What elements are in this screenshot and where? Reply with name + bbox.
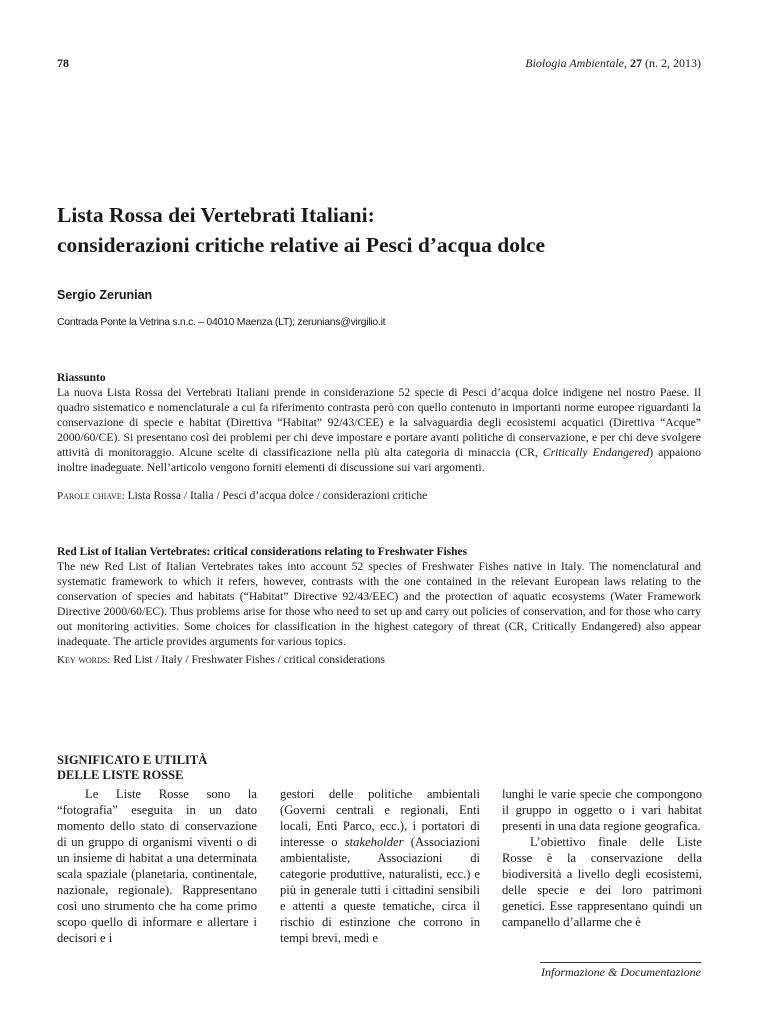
journal-issue: (n. 2, 2013) (642, 56, 701, 70)
body-column-1: Le Liste Rosse sono la “fotografia” eseguita in un dato momento dello stato di conservazione di un gruppo di organismi viventi o di un insieme di habitat a una determinata scala spaziale (planetaria, continentale, nazionale, regionale). Rappresentano così uno strumento che ha come primo scopo quello di informare e allertare i decisori e i (57, 787, 257, 945)
title-line-1: Lista Rossa dei Vertebrati Italiani: (57, 203, 375, 227)
column-3-paragraph-2: L’obiettivo finale delle Liste Rosse è la conservazione della biodiversità a livello degli ecosistemi, delle specie e dei loro patrimoni genetici. Esse rappresentano quindi un campanello d’allarme che è (502, 835, 702, 929)
parole-chiave-label: Parole chiave: (57, 490, 125, 502)
body-column-2 (280, 786, 480, 946)
abstract-en-heading: Red List of Italian Vertebrates: critical considerations relating to Freshwater Fishes (57, 546, 468, 558)
column-2-text-1: gestori delle politiche ambientali (Governi centrali e regionali, Enti locali, Enti Parco, ecc.), i portatori di interesse o (280, 787, 480, 849)
body-column-3 (502, 786, 702, 930)
key-words-values: Red List / Italy / Freshwater Fishes / critical considerations (110, 654, 385, 666)
abstract-en-body: The new Red List of Italian Vertebrates takes into account 52 species of Freshwater Fishes native in Italy. The nomenclatural and systematic framework to which it refers, however, contrasts with the one contained in the relevant European laws relating to the conservation of species and habitats (“Habitat” Directive 92/43/EEC) and the protection of aquatic ecosystems (Water Framework Directive 2000/60/EC). Thus problems arise for those who need to set up and carry out policies of conservation, and for those who carry out monitoring activities. Some choices for classification in the highest category of threat (CR, Critically Endangered) also appear inadequate. The article provides arguments for various topics. (57, 560, 701, 648)
riassunto-keywords (57, 490, 717, 502)
section-heading (57, 753, 267, 783)
riassunto-body (57, 386, 701, 475)
column-3-paragraph-1: lunghi le varie specie che compongono il gruppo in oggetto o i vari habitat presenti in una data regione geografica. (502, 787, 702, 833)
riassunto-heading: Riassunto (57, 372, 106, 384)
author-affiliation: Contrada Ponte la Vetrina s.n.c. – 04010 Maenza (LT); zerunians@virgilio.it (57, 316, 386, 328)
journal-reference (525, 56, 701, 71)
journal-separator: , (624, 56, 630, 70)
riassunto-italic: Critically Endangered (542, 445, 650, 459)
title-line-2: considerazioni critiche relative ai Pesci d’acqua dolce (57, 233, 546, 257)
journal-name: Biologia Ambientale (525, 56, 624, 70)
key-words-label: Key words: (57, 654, 111, 666)
footer-section-label: Informazione & Documentazione (540, 962, 701, 980)
author-name: Sergio Zerunian (57, 288, 153, 302)
article-title (57, 200, 717, 260)
riassunto-text-1: La nuova Lista Rossa dei Vertebrati Italiani prende in considerazione 52 specie di Pesci d’acqua dolce indigene nel nostro Paese. Il quadro sistematico e nomenclaturale a cui fa riferimento contrasta però con quello contenuto in importanti norme europee riguardanti la conservazione di specie e habitat (Direttiva “Habitat” 92/43/CEE) e la salvaguardia degli ecosistemi acquatici (Direttiva “Acque” 2000/60/CE). Si presentano così dei problemi per chi deve impostare e portare avanti politiche di conservazione, e per chi deve svolgere attività di monitoraggio. Alcune scelte di classificazione nella più alta categoria di minaccia (CR, (57, 386, 701, 459)
column-2-italic: stakeholder (344, 835, 404, 849)
section-heading-line-1: SIGNIFICATO E UTILITÀ (57, 753, 208, 767)
riassunto-text-2: ) appaiono inoltre inadeguate. Nell’articolo vengono forniti elementi di discussione sui vari argomenti. (57, 445, 701, 474)
column-2-text-2: (Associazioni ambientaliste, Associazioni di categorie produttive, naturalisti, ecc.) e più in generale tutti i cittadini sensibili e attenti a queste tematiche, circa il rischio di estinzione che corrono in tempi brevi, medi e (280, 835, 480, 945)
parole-chiave-values: Lista Rossa / Italia / Pesci d’acqua dolce / considerazioni critiche (124, 490, 428, 502)
section-heading-line-2: DELLE LISTE ROSSE (57, 768, 184, 782)
page-number: 78 (57, 56, 69, 70)
abstract-en-keywords (57, 654, 717, 666)
journal-volume: 27 (630, 56, 642, 70)
